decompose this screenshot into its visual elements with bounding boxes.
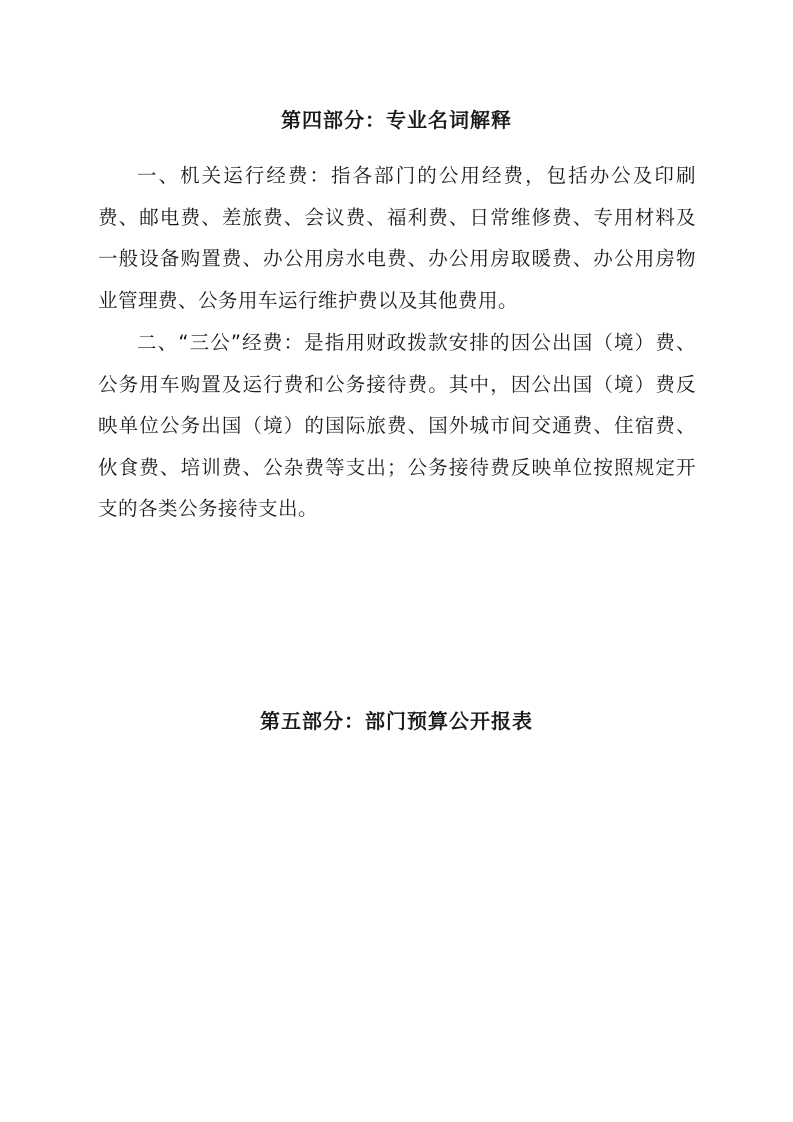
section-5-title: 第五部分：部门预算公开报表	[260, 709, 533, 733]
definition-agency-operating-expenses: 一、机关运行经费：指各部门的公用经费，包括办公及印刷费、邮电费、差旅费、会议费、福利费、日常维修费、专用材料及一般设备购置费、办公用房水电费、办公用房取暖费、办公用房物业管理费、公务用车运行维护费以及其他费用。	[98, 164, 696, 312]
definition-three-public-expenses: 二、“三公”经费：是指用财政拨款安排的因公出国（境）费、公务用车购置及运行费和公务接待费。其中，因公出国（境）费反映单位公务出国（境）的国际旅费、国外城市间交通费、住宿费、伙食费、培训费、公杂费等支出；公务接待费反映单位按照规定开支的各类公务接待支出。	[98, 331, 696, 521]
section-4-title: 第四部分：专业名词解释	[281, 108, 512, 132]
